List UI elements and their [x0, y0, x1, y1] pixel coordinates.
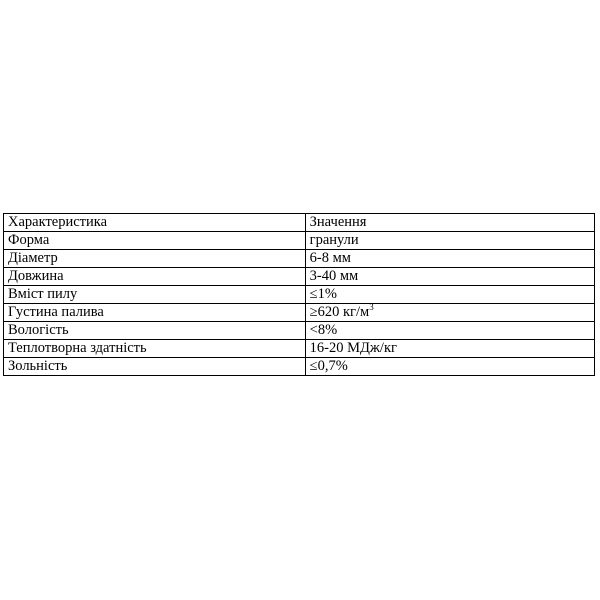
table-row [4, 232, 595, 250]
header-characteristic: Характеристика [4, 214, 306, 232]
row-value-text: ≥620 кг/м [309, 304, 370, 320]
row-value [305, 304, 594, 322]
table-row [4, 286, 595, 304]
row-characteristic: Зольність [4, 358, 306, 376]
table-row [4, 304, 595, 322]
row-characteristic: Вміст пилу [4, 286, 306, 304]
superscript-exponent: 3 [369, 302, 374, 313]
row-value: ≤0,7% [305, 358, 594, 376]
row-value: 6-8 мм [305, 250, 594, 268]
row-value: ≤1% [305, 286, 594, 304]
table-row [4, 358, 595, 376]
header-value: Значення [305, 214, 594, 232]
table-row [4, 268, 595, 286]
row-characteristic: Вологість [4, 322, 306, 340]
row-value: 3-40 мм [305, 268, 594, 286]
row-characteristic: Густина палива [4, 304, 306, 322]
row-value: гранули [305, 232, 594, 250]
table-row [4, 340, 595, 358]
characteristics-table [3, 213, 595, 376]
row-characteristic: Довжина [4, 268, 306, 286]
table-row [4, 250, 595, 268]
row-characteristic: Теплотворна здатність [4, 340, 306, 358]
row-value: 16-20 МДж/кг [305, 340, 594, 358]
row-characteristic: Форма [4, 232, 306, 250]
table-header-row [4, 214, 595, 232]
table-row [4, 322, 595, 340]
row-characteristic: Діаметр [4, 250, 306, 268]
row-value: <8% [305, 322, 594, 340]
